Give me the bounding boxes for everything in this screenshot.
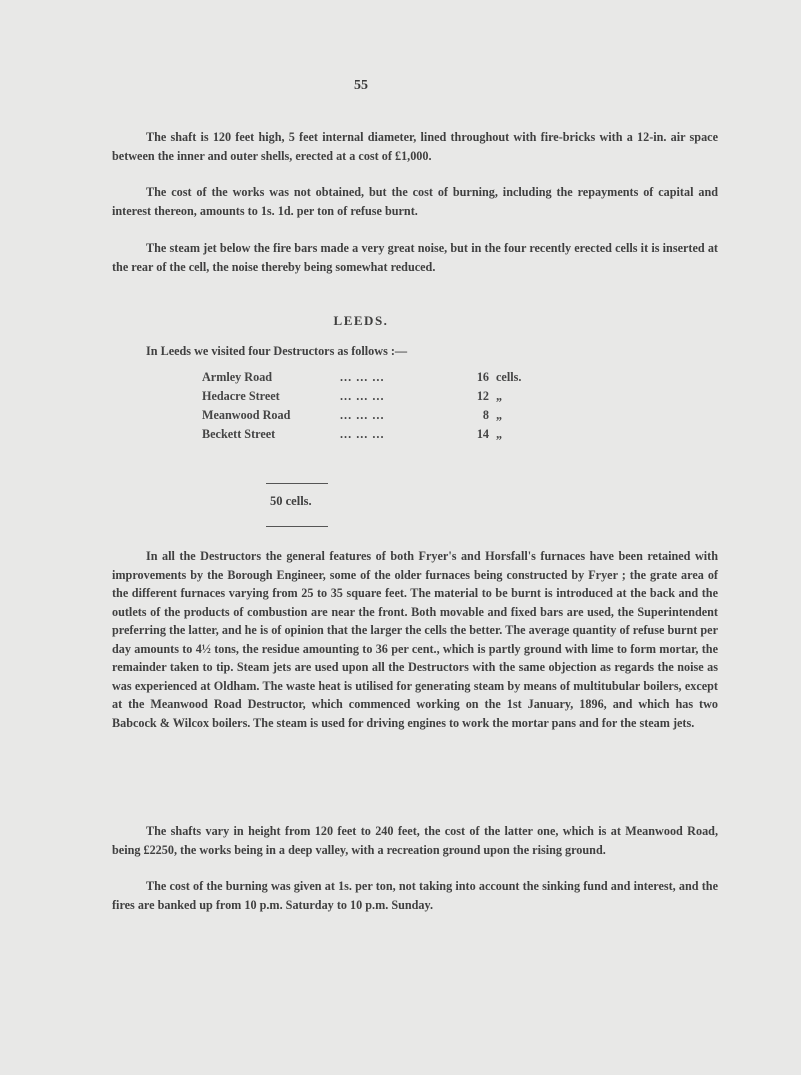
cell-unit: cells. (496, 370, 522, 384)
destructor-row (202, 387, 542, 406)
total-cells: 50 cells. (270, 494, 312, 508)
destructor-name: Meanwood Road (202, 408, 291, 422)
page-number: 55 (354, 78, 368, 93)
paragraph-cost: The cost of the works was not obtained, but the cost of burning, including the repayments of capital and interest thereon, amounts to 1s. 1d. per ton of refuse burnt. (112, 185, 718, 218)
paragraph-general-features: In all the Destructors the general features of both Fryer's and Horsfall's furnaces have been retained with improvements by the Borough Engineer, some of the older furnaces being constructed by Fryer ; the grate area of the different furnaces varying from 25 to 35 square feet. The material to be burnt is introduced at the back and the outlets of the products of combustion are near the front. Both movable and fixed bars are used, the Superintendent preferring the latter, and he is of opinion that the larger the cells the better. The average quantity of refuse burnt per day amounts to 4½ tons, the residue amounting to 36 per cent., which is partly ground with lime to form mortar, the remainder taken to tip. Steam jets are used upon all the Destructors with the same objection as regards the noise as was experienced at Oldham. The waste heat is utilised for generating steam by means of multitubular boilers, except at the Meanwood Road Destructor, which commenced working on the 1st January, 1896, and which has two Babcock & Wilcox boilers. The steam is used for driving engines to work the mortar pans and for the steam jets. (112, 549, 718, 730)
cell-count: 8 (482, 408, 489, 422)
total-rule-bottom (266, 526, 328, 527)
cell-count: 14 (476, 427, 489, 441)
cell-count: 12 (476, 389, 489, 403)
destructor-list (202, 368, 542, 444)
destructor-row (202, 425, 542, 444)
leader-dots: ... ... ... (340, 389, 385, 403)
leader-dots: ... ... ... (340, 408, 385, 422)
paragraph-shafts: The shafts vary in height from 120 feet to 240 feet, the cost of the latter one, which is at Meanwood Road, being £2250, the works being in a deep valley, with a recreation ground upon the rising ground. (112, 824, 718, 857)
cell-unit: „ (496, 408, 503, 422)
destructor-row (202, 368, 542, 387)
cell-count: 16 (476, 370, 489, 384)
section-heading-leeds: LEEDS. (333, 313, 389, 328)
destructor-row (202, 406, 542, 425)
destructor-name: Armley Road (202, 370, 273, 384)
cell-unit: „ (496, 389, 503, 403)
cell-unit: „ (496, 427, 503, 441)
leader-dots: ... ... ... (340, 427, 385, 441)
paragraph-shaft: The shaft is 120 feet high, 5 feet internal diameter, lined throughout with fire-bricks with a 12-in. air space between the inner and outer shells, erected at a cost of £1,000. (112, 130, 718, 163)
destructor-name: Hedacre Street (202, 389, 280, 403)
leader-dots: ... ... ... (340, 370, 385, 384)
paragraph-steam-jet: The steam jet below the fire bars made a very great noise, but in the four recently erected cells it is inserted at the rear of the cell, the noise thereby being somewhat reduced. (112, 241, 718, 274)
total-rule-top (266, 483, 328, 484)
section-intro: In Leeds we visited four Destructors as follows :— (146, 344, 408, 358)
paragraph-burning-cost: The cost of the burning was given at 1s. per ton, not taking into account the sinking fund and interest, and the fires are banked up from 10 p.m. Saturday to 10 p.m. Sunday. (112, 879, 718, 912)
destructor-name: Beckett Street (202, 427, 276, 441)
